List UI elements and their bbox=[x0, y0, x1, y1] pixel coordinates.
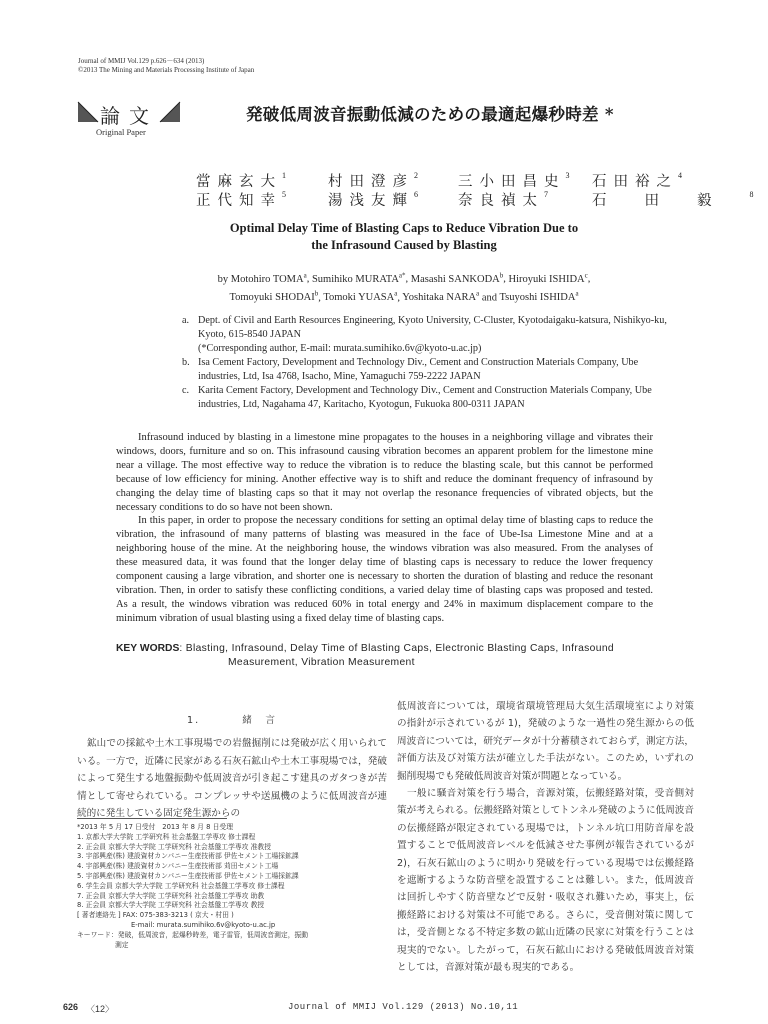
paper-kind-en: Original Paper bbox=[96, 127, 146, 137]
right-column bbox=[397, 698, 694, 977]
footnote-line: 3. 宇部興産(株) 建設資材カンパニー生産技術部 伊佐セメント工場採鉱課 bbox=[77, 852, 299, 861]
authors-en bbox=[150, 268, 658, 305]
author-jp: 正代知幸$^5$ bbox=[196, 190, 286, 209]
footnote-keywords: 測定 bbox=[115, 940, 129, 949]
authors-jp bbox=[196, 170, 754, 212]
title-en-line: Optimal Delay Time of Blasting Caps to Reduce Vibration Due to bbox=[229, 221, 579, 235]
paper-kind-jp: 論文 bbox=[100, 104, 158, 128]
footnote-line: 5. 宇部興産(株) 建設資材カンパニー生産技術部 伊佐セメント工場採鉱課 bbox=[77, 871, 299, 880]
footnote-email: E-mail: murata.sumihiko.6v@kyoto-u.ac.jp bbox=[131, 920, 276, 929]
footnote-keywords: キーワード：発破，低周波音，起爆秒時差，電子雷管，低周波音測定，振動 bbox=[77, 930, 309, 939]
abstract-paragraph: Infrasound induced by blasting in a limestone mine propagates to the houses in a neighboring village and vibrates their windows, doors, furniture and so on. This infrasound causing vibration becomes an apparent problem for the limestone mine near a village. The most effective way to reduce the vibration is to reduce the blasting scale, but this cannot be performed because of low efficiency for mining. Another effective way is to shift and reduce the dominant frequency of infrasound by changing the delay time of blasting caps so that it may not overlap the resonance frequencies of vibrated objects, but the necessary conditions to do so have not been shown. bbox=[116, 432, 653, 513]
footnote-line: 4. 宇部興産(株) 建設資材カンパニー生産技術部 苅田セメント工場 bbox=[77, 862, 279, 871]
footer-journal: Journal of MMIJ Vol.129 (2013) No.10,11 bbox=[288, 1002, 519, 1012]
page-number: 626 bbox=[63, 1002, 79, 1012]
title-jp: 発破低周波音振動低減のための最適起爆秒時差 * bbox=[246, 105, 614, 124]
section-title: 緒 言 bbox=[242, 715, 277, 726]
footnote-line: [ 著者連絡先 ] FAX: 075-383-3213 ( 京大・村田 ) bbox=[77, 911, 234, 920]
affiliation-text: Karita Cement Factory, Development and Technology Div., Cement and Construction Materials Company, Ube industries, Ltd, Nagahama 47, Karitacho, Kyotogun, Fukuoka 800-0311 JAPAN bbox=[198, 385, 652, 410]
author-en: Sumihiko $MURATA^{a*}$ bbox=[311, 271, 406, 285]
page-footer bbox=[56, 1002, 716, 1016]
authors-en-line: Tomoyuki SHODAI$^b$, Tomoki YUASA$^a$, Yoshitaka NARA$^a$ and Tsuyoshi ISHIDA$^a$ bbox=[229, 289, 579, 303]
title-en bbox=[170, 220, 638, 254]
affiliation-label: b. bbox=[182, 357, 190, 368]
authors-en-line: by Motohiro TOMA$^a$, Sumihiko $MURATA^{a*}$, Masashi SANKODA$^b$, Hiroyuki ISHIDA$^c$, bbox=[217, 271, 591, 285]
footnote-line: 6. 学生会員 京都大学大学院 工学研究科 社会基盤工学専攻 修士課程 bbox=[77, 881, 285, 890]
affiliation-item bbox=[182, 384, 682, 412]
abstract-paragraph: In this paper, in order to propose the necessary conditions for setting an optimal delay time of blasting caps to reduce the vibration, the infrasound of many patterns of blasting was measured in the face of Ube-Isa Limestone Mine and at a neighboring house of the mine. At the neighboring house, the windows vibration was also measured. From the analyses of these measured data, it was found that the longer delay time of blasting caps is necessary to reduce the lower frequency component causing a large vibration, and shorter one is necessary to shorten the duration of blasting and reduce the resonant vibration. Then, in order to satisfy these conflicting conditions, a varied delay time of blasting caps was proposed and tested. As a result, the windows vibration was reduced 60% in total energy and 24% in maximum displacement compare to the minimum vibration of usual blasting using a fixed delay time of blasting caps. bbox=[116, 515, 653, 624]
keywords-label: KEY WORDS bbox=[116, 643, 180, 654]
affiliation-text: Isa Cement Factory, Development and Technology Div., Cement and Construction Materials Company, Ube industries, Ltd, Isa 4768, Isacho, Mine, Yamaguchi 759-2222 JAPAN bbox=[198, 357, 639, 382]
author-jp: 湯浅友輝$^6$ bbox=[328, 190, 418, 209]
journal-copyright: ©2013 The Mining and Materials Processing Institute of Japan bbox=[78, 66, 255, 74]
author-en: Yoshitaka NARA$^a$ bbox=[402, 289, 480, 303]
author-en: Tsuyoshi ISHIDA$^a$ bbox=[499, 289, 579, 303]
footnote-line: 8. 正会員 京都大学大学院 工学研究科 社会基盤工学専攻 教授 bbox=[77, 901, 265, 910]
affiliation-text: Dept. of Civil and Earth Resources Engineering, Kyoto University, C-Cluster, Kyotodaigaku-katsura, Nishikyo-ku, Kyoto, 615-8540 JAPAN bbox=[198, 315, 667, 340]
author-en: by Motohiro TOMA$^a$ bbox=[217, 271, 307, 285]
footnote-line: *2013 年 5 月 17 日受付 2013 年 8 月 8 日受理 bbox=[77, 823, 233, 831]
author-en: Masashi SANKODA$^b$ bbox=[410, 271, 504, 285]
left-column bbox=[77, 712, 387, 822]
paper-kind-badge bbox=[76, 100, 186, 140]
keywords-text: : Blasting, Infrasound, Delay Time of Blasting Caps, Electronic Blasting Caps, Infrasound bbox=[179, 643, 614, 654]
footnotes bbox=[77, 823, 387, 950]
affiliation-label: c. bbox=[182, 385, 190, 396]
corresponding-author-note: (*Corresponding author, E-mail: murata.sumihiko.6v@kyoto-u.ac.jp) bbox=[198, 343, 482, 354]
keywords bbox=[116, 642, 658, 670]
keywords-text: Measurement, Vibration Measurement bbox=[228, 657, 415, 668]
journal-header bbox=[78, 57, 254, 75]
section-number: 1. bbox=[187, 715, 201, 726]
author-jp: 石田裕之$^4$ bbox=[592, 171, 682, 190]
author-jp: 村田澄彦$^2$ bbox=[328, 171, 418, 190]
author-en: Tomoyuki SHODAI$^b$ bbox=[229, 289, 319, 303]
author-jp: 石田毅$^8$ bbox=[592, 190, 754, 209]
body-paragraph: 低周波音については，環境省環境管理局大気生活環境室により対策の指針が示されているが 1)，発破のような一過性の発生源からの低周波音については，研究データが十分蓄積されておらず，測定方法，評価方法及び対策方法が確立した手法がない。このため，いずれの掘削現場でも発破低周波音対策が問題となっている。 bbox=[397, 701, 694, 782]
footnote-line: 1. 京都大学大学院 工学研究科 社会基盤工学専攻 修士課程 bbox=[77, 832, 256, 841]
body-paragraph: 鉱山での採鉱や土木工事現場での岩盤掘削には発破が広く用いられている。一方で，近隣に民家がある石灰石鉱山や土木工事現場では，発破によって発生する地盤振動や低周波音が引き起こす建具のガタつきが苦情として寄せられている。コンプレッサや送風機のように低周波音が連続的に発生している固定発生源からの bbox=[77, 738, 387, 820]
author-jp: 當麻玄大$^1$ bbox=[196, 171, 286, 190]
author-jp: 三小田昌史$^3$ bbox=[458, 171, 570, 190]
footnote-line: 2. 正会員 京都大学大学院 工学研究科 社会基盤工学専攻 准教授 bbox=[77, 842, 272, 851]
author-jp: 奈良禎太$^7$ bbox=[458, 190, 548, 209]
body-paragraph: 一般に騒音対策を行う場合，音源対策，伝搬経路対策，受音側対策が考えられる。伝搬経路対策としてトンネル発破のように低周波音の伝搬経路が限定されている現場では，トンネル坑口用防音扉を設置することで低周波音レベルを低減させた事例が報告されているが 2)，石灰石鉱山のように明かり発破を行っている現場では伝搬経路を遮断するような防音壁を設置することは難しい。また，低周波音は回折しやすく防音壁などで反射・吸収され難いため，事実上，伝搬経路における対策は不可能である。さらに，受音側対策に関しては，受音側となる不特定多数の鉱山近隣の民家に対策を行うことは現実的でない。したがって，石灰石鉱山における発破低周波音対策としては，音源対策が最も現実的である。 bbox=[397, 788, 694, 974]
section-heading bbox=[77, 712, 387, 729]
footnote-divider bbox=[77, 818, 227, 819]
author-en: Tomoki YUASA$^a$ bbox=[323, 289, 398, 303]
affiliation-label: a. bbox=[182, 315, 190, 326]
footnote-line: 7. 正会員 京都大学大学院 工学研究科 社会基盤工学専攻 助教 bbox=[77, 891, 265, 900]
abstract bbox=[116, 431, 653, 626]
author-en: Hiroyuki ISHIDA$^c$ bbox=[508, 271, 588, 285]
affiliation-item bbox=[182, 314, 682, 356]
affiliations bbox=[182, 314, 682, 412]
journal-citation: Journal of MMIJ Vol.129 p.626－634 (2013) bbox=[78, 57, 205, 65]
affiliation-item bbox=[182, 356, 682, 384]
page-sub-number: 〈12〉 bbox=[86, 1004, 115, 1014]
title-en-line: the Infrasound Caused by Blasting bbox=[311, 238, 497, 252]
